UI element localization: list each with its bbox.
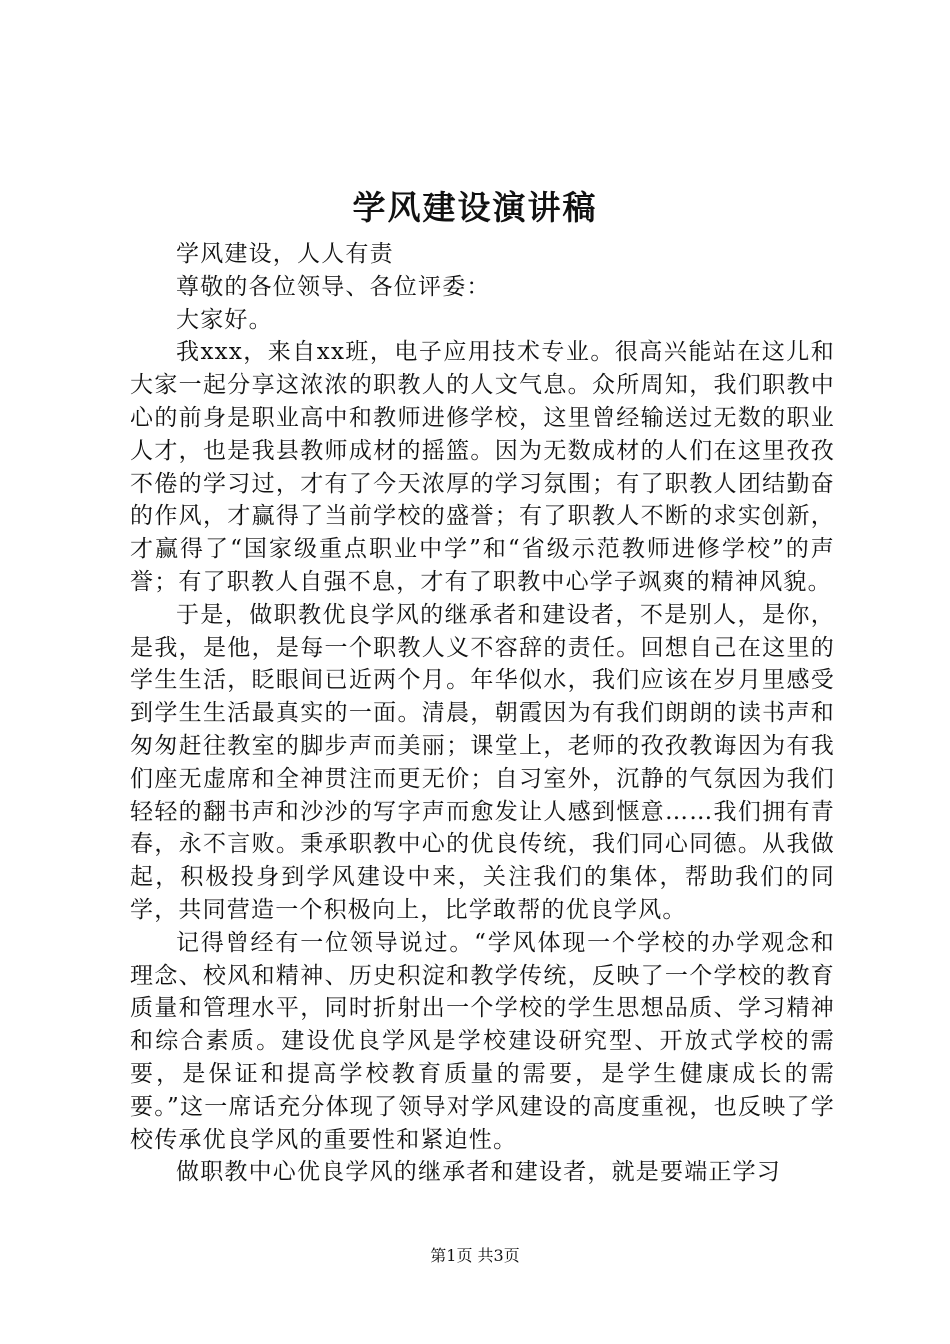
page-number-footer: 第1页 共3页 — [430, 1246, 520, 1265]
body-paragraph: 做职教中心优良学风的继承者和建设者，就是要端正学习 — [176, 1159, 781, 1186]
body-paragraph: 我xxx，来自xx班，电子应用技术专业。很高兴能站在这儿和大家一起分享这浓浓的职教人的人文气息。众所周知，我们职教中心的前身是职业高中和教师进修学校，这里曾经输送过无数的职业人才，也是我县教师成材的摇篮。因为无数成材的人们在这里孜孜不倦的学习过，才有了今天浓厚的学习氛围；有了职教人团结勤奋的作风，才赢得了当前学校的盛誉；有了职教人不断的求实创新，才赢得了“国家级重点职业中学”和“省级示范教师进修学校”的声誉；有了职教人自强不息，才有了职教中心学子飒爽的精神风貌。 — [130, 339, 835, 595]
body-paragraph: 记得曾经有一位领导说过。“学风体现一个学校的办学观念和理念、校风和精神、历史积淀和教学传统，反映了一个学校的教育质量和管理水平，同时折射出一个学校的学生思想品质、学习精神和综合素质。建设优良学风是学校建设研究型、开放式学校的需要，是保证和提高学校教育质量的需要，是学生健康成长的需要。”这一席话充分体现了领导对学风建设的高度重视，也反映了学校传承优良学风的重要性和紧迫性。 — [130, 929, 835, 1153]
subtitle-line: 学风建设，人人有责 — [176, 241, 394, 267]
document-title: 学风建设演讲稿 — [352, 188, 598, 227]
greeting-line: 大家好。 — [176, 306, 273, 333]
body-paragraph: 于是，做职教优良学风的继承者和建设者，不是别人，是你，是我，是他，是每一个职教人义不容辞的责任。回想自己在这里的学生生活，眨眼间已近两个月。年华似水，我们应该在岁月里感受到学生生活最真实的一面。清晨，朝霞因为有我们朗朗的读书声和匆匆赶往教室的脚步声而美丽；课堂上，老师的孜孜教诲因为有我们座无虚席和全神贯注而更无价；自习室外，沉静的气氛因为我们轻轻的翻书声和沙沙的写字声而愈发让人感到惬意……我们拥有青春，永不言败。秉承职教中心的优良传统，我们同心同德。从我做起，积极投身到学风建设中来，关注我们的集体，帮助我们的同学，共同营造一个积极向上，比学敢帮的优良学风。 — [130, 601, 835, 923]
salutation-line: 尊敬的各位领导、各位评委： — [176, 273, 491, 300]
document-body — [130, 238, 835, 1189]
